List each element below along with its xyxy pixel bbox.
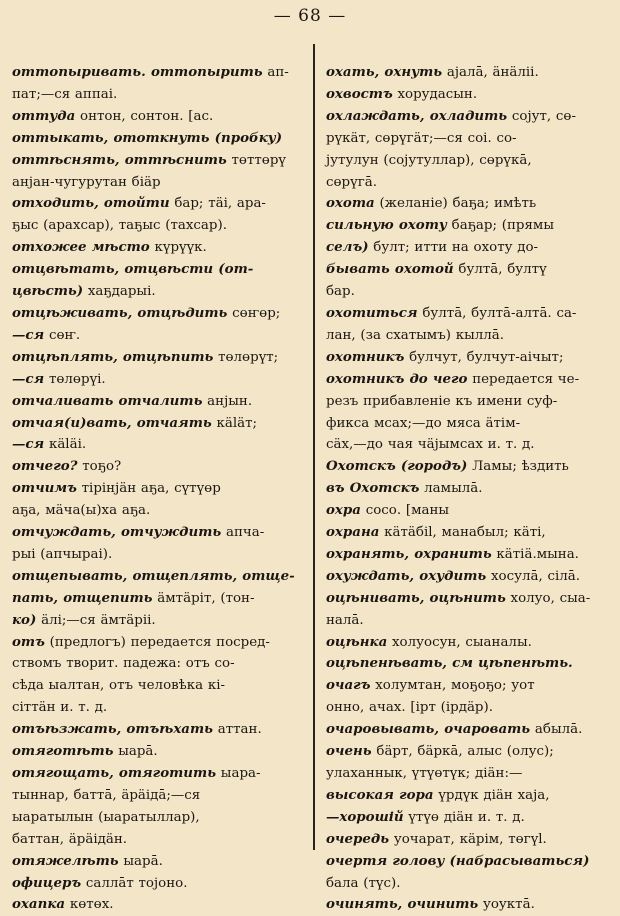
dictionary-line <box>12 281 304 303</box>
left-column <box>12 62 304 916</box>
headword: охлаждать, охладить <box>326 107 508 124</box>
headword: оцѣнка <box>326 633 388 650</box>
dictionary-line <box>326 544 618 566</box>
dictionary-line <box>12 478 304 500</box>
translation: (предлогъ) передается посред- <box>44 634 270 650</box>
dictionary-line <box>326 500 618 522</box>
dictionary-line <box>326 456 618 478</box>
dictionary-line <box>12 522 304 544</box>
translation: саллāт тојоно. <box>81 875 188 891</box>
dictionary-line <box>326 741 618 763</box>
headword: сильную охоту <box>326 217 447 234</box>
dictionary-line <box>12 391 304 413</box>
headword: охапка <box>12 896 66 913</box>
headword: очертя голову (набрасываться) <box>326 852 590 869</box>
translation: сäх,—до чая чäјымсах и. т. д. <box>326 437 535 453</box>
translation: уочарат, кäрім, төгүl. <box>389 831 547 847</box>
dictionary-line <box>326 785 618 807</box>
headword: Охотскъ (городъ) <box>326 458 468 475</box>
dictionary-line <box>326 172 618 194</box>
headword: отяготѣть <box>12 743 114 760</box>
dictionary-line <box>12 894 304 916</box>
dictionary-line <box>12 215 304 237</box>
translation: налā. <box>326 612 364 628</box>
dictionary-line <box>326 281 618 303</box>
translation: сојут, сө- <box>507 108 576 124</box>
headword: отцѣплять, отцѣпить <box>12 348 214 365</box>
headword: очагъ <box>326 677 371 694</box>
translation: күрүүк. <box>149 240 207 256</box>
translation: тірінјäн аҕа, сүтүөр <box>76 481 221 497</box>
right-column <box>326 62 618 916</box>
translation: булт; итти на охоту до- <box>368 240 539 256</box>
translation: төлөрүі. <box>44 371 106 387</box>
translation: сөрүгā. <box>326 174 377 190</box>
dictionary-line <box>326 150 618 172</box>
headword: отцвѣтать, отцвѣсти (от- <box>12 261 254 278</box>
dictionary-line <box>326 522 618 544</box>
dictionary-line <box>12 106 304 128</box>
dictionary-line <box>326 259 618 281</box>
translation: хосулā, сілā. <box>486 568 580 584</box>
headword: оттопыривать. оттопырить <box>12 64 263 80</box>
translation: тыннар, баттā, äрäідā;—ся <box>12 787 201 803</box>
dictionary-line <box>12 566 304 588</box>
translation: холумтан, моҕоҕо; уот <box>370 678 535 694</box>
headword: отъ <box>12 633 45 650</box>
dictionary-line <box>326 369 618 391</box>
dictionary-line <box>326 566 618 588</box>
translation: ыаратылын (ыаратыллар), <box>12 809 200 825</box>
translation: холуосун, сыаналы. <box>387 634 532 650</box>
translation: баҕар; (прямы <box>446 218 554 234</box>
translation: сөҥөр; <box>227 305 281 321</box>
headword: отщепывать, отщеплять, отще- <box>12 567 295 584</box>
translation: үрдүк діäн хаја, <box>433 787 550 803</box>
headword: охрана <box>326 524 380 541</box>
translation: көтөх. <box>65 897 114 913</box>
dictionary-line <box>326 62 618 84</box>
headword: —ся <box>12 326 45 343</box>
dictionary-line <box>326 763 618 785</box>
translation: төттөрү <box>226 152 286 168</box>
dictionary-line <box>12 347 304 369</box>
dictionary-line <box>12 325 304 347</box>
dictionary-line <box>12 829 304 851</box>
translation: аттан. <box>212 722 262 738</box>
headword: пать, отщепить <box>12 589 153 606</box>
dictionary-line <box>326 215 618 237</box>
translation: ајалā, äнäліі. <box>442 65 539 80</box>
translation: кäläт; <box>211 415 258 431</box>
translation: сѣда ыалтан, отъ человѣка кі- <box>12 678 226 694</box>
dictionary-line <box>12 500 304 522</box>
dictionary-line <box>326 193 618 215</box>
headword: очередь <box>326 830 390 847</box>
translation: пат;—ся аппаі. <box>12 86 118 102</box>
dictionary-line <box>326 434 618 456</box>
dictionary-line <box>12 610 304 632</box>
translation: аҕа, мäча(ы)ха аҕа. <box>12 503 151 519</box>
dictionary-line <box>12 259 304 281</box>
translation: сіттäн и. т. д. <box>12 700 108 716</box>
headword: оцѣнивать, оцѣнить <box>326 589 506 606</box>
dictionary-line <box>12 763 304 785</box>
dictionary-line <box>12 413 304 435</box>
translation: ыарā. <box>113 744 158 760</box>
translation: ҕыс (арахсар), таҕыс (тахсар). <box>12 218 227 234</box>
headword: очинять, очинить <box>326 896 479 913</box>
column-divider <box>313 44 315 850</box>
dictionary-line <box>12 785 304 807</box>
dictionary-line <box>326 632 618 654</box>
dictionary-line <box>12 873 304 895</box>
dictionary-line <box>326 84 618 106</box>
headword: селъ) <box>326 239 369 256</box>
headword: отчуждать, отчуждить <box>12 524 222 541</box>
translation: онно, ачах. [ірт (ірдäр). <box>326 700 493 716</box>
headword: высокая гора <box>326 786 434 803</box>
headword: оттѣснять, оттѣснить <box>12 151 227 168</box>
translation: бултā, бултā-алтā. са- <box>417 305 577 321</box>
headword: отяжелѣть <box>12 852 119 869</box>
dictionary-line <box>12 653 304 675</box>
translation: äмтäріт, (тон- <box>152 590 255 606</box>
dictionary-line <box>12 719 304 741</box>
translation: ап- <box>262 65 289 80</box>
translation: уоуктā. <box>478 897 535 913</box>
headword: бывать охотой <box>326 261 454 278</box>
headword: отчего? <box>12 458 78 475</box>
headword: отхожее мѣсто <box>12 239 150 256</box>
headword: въ Охотскъ <box>326 480 420 497</box>
page-number: — 68 — <box>273 6 347 26</box>
translation: бултā, бултү <box>453 262 547 278</box>
translation: рүкäт, сөрүгäт;—ся соі. со- <box>326 130 517 146</box>
translation: лан, (за схатымъ) кыллā. <box>326 327 504 343</box>
translation: бар; тäі, ара- <box>169 196 266 212</box>
dictionary-line <box>326 128 618 150</box>
dictionary-line <box>326 325 618 347</box>
translation: фикса мсах;—до мяса äтім- <box>326 415 521 431</box>
headword: оттыкать, ототкнуть (пробку) <box>12 129 283 146</box>
dictionary-line <box>326 588 618 610</box>
translation: јутулун (сојутуллар), сөрүкā, <box>326 152 532 168</box>
dictionary-line <box>12 150 304 172</box>
translation: рыі (апчыраі). <box>12 546 113 562</box>
translation: хаҕдарыі. <box>83 284 156 300</box>
headword: —ся <box>12 370 45 387</box>
headword: охвостъ <box>326 85 393 102</box>
dictionary-line <box>12 62 304 84</box>
translation: äлі;—ся äмтäріі. <box>36 612 156 628</box>
headword: —ся <box>12 436 45 453</box>
headword: оцѣпенѣвать, см цѣпенѣть. <box>326 655 573 672</box>
dictionary-line <box>12 303 304 325</box>
headword: охотиться <box>326 304 418 321</box>
headword: очень <box>326 743 372 760</box>
dictionary-line <box>326 675 618 697</box>
dictionary-line <box>12 741 304 763</box>
headword: охра <box>326 502 361 519</box>
dictionary-line <box>12 172 304 194</box>
dictionary-line <box>12 369 304 391</box>
translation: бäрт, бäркā, алыс (олус); <box>371 744 554 760</box>
headword: охота <box>326 195 375 212</box>
dictionary-line <box>12 807 304 829</box>
dictionary-line <box>12 84 304 106</box>
headword: отчаливать отчалить <box>12 392 203 409</box>
translation: улаханнык, үтүөтүк; діäн:— <box>326 766 523 781</box>
headword: отчая(и)вать, отчаять <box>12 414 212 431</box>
headword: оттуда <box>12 107 76 124</box>
dictionary-line <box>326 237 618 259</box>
headword: отчимъ <box>12 480 77 497</box>
translation: Ламы; ѣздить <box>467 459 569 475</box>
translation: абылā. <box>530 722 583 738</box>
translation: кäтiä.мына. <box>491 546 579 562</box>
translation: төлөрүт; <box>213 349 279 365</box>
headword: цвѣсть) <box>12 283 84 300</box>
dictionary-line <box>326 829 618 851</box>
headword: отягощать, отяготить <box>12 765 217 781</box>
headword: отъѣзжать, отъѣхать <box>12 721 213 738</box>
dictionary-line <box>326 653 618 675</box>
translation: апча- <box>221 525 265 541</box>
translation: (желаніе) баҕа; имѣть <box>374 196 537 212</box>
headword: охотникъ до чего <box>326 370 468 387</box>
headword: отходить, отойти <box>12 195 170 212</box>
dictionary-line <box>12 237 304 259</box>
dictionary-line <box>12 697 304 719</box>
dictionary-line <box>12 675 304 697</box>
dictionary-line <box>12 588 304 610</box>
dictionary-line <box>326 697 618 719</box>
dictionary-line <box>326 807 618 829</box>
translation: ствомъ творит. падежа: отъ со- <box>12 656 235 672</box>
dictionary-line <box>12 128 304 150</box>
translation: холуо, сыа- <box>505 590 591 606</box>
translation: сөҥ. <box>44 327 81 343</box>
dictionary-line <box>12 456 304 478</box>
translation: передается че- <box>467 371 580 387</box>
translation: онтон, сонтон. [ас. <box>75 108 214 124</box>
translation: кäтäбіl, манабыл; кäті, <box>379 525 546 541</box>
headword: ко) <box>12 611 37 628</box>
headword: охуждать, охудить <box>326 567 487 584</box>
translation: хорудасын. <box>392 86 478 102</box>
dictionary-line <box>12 632 304 654</box>
dictionary-line <box>326 478 618 500</box>
headword: охранять, охранить <box>326 545 492 562</box>
headword: очаровывать, очаровать <box>326 721 531 738</box>
translation: ыарā. <box>118 853 163 869</box>
translation: үтүө діäн и. т. д. <box>403 809 525 825</box>
dictionary-line <box>326 719 618 741</box>
headword: —хорошій <box>326 808 404 825</box>
dictionary-line <box>326 873 618 895</box>
dictionary-line <box>326 106 618 128</box>
translation: анјын. <box>202 393 253 409</box>
headword: охотникъ <box>326 348 405 365</box>
translation: булчут, булчут-аічыт; <box>404 349 564 365</box>
dictionary-line <box>326 413 618 435</box>
dictionary-line <box>12 193 304 215</box>
translation: ламылā. <box>419 481 483 497</box>
dictionary-line <box>326 303 618 325</box>
translation: анјан-чугурутан біäр <box>12 174 161 190</box>
translation: резъ прибавленіе къ имени суф- <box>326 393 558 409</box>
dictionary-line <box>12 544 304 566</box>
dictionary-line <box>326 391 618 413</box>
dictionary-line <box>326 894 618 916</box>
dictionary-line <box>326 851 618 873</box>
translation: тоҕо? <box>77 459 122 475</box>
translation: бар. <box>326 284 355 300</box>
headword: охать, охнуть <box>326 64 443 80</box>
dictionary-line <box>12 851 304 873</box>
headword: офицеръ <box>12 874 82 891</box>
dictionary-line <box>12 434 304 456</box>
translation: сосо. [маны <box>360 503 450 519</box>
dictionary-line <box>326 610 618 632</box>
translation: баттан, äрäідäн. <box>12 831 128 847</box>
dictionary-line <box>326 347 618 369</box>
headword: отцѣживать, отцѣдить <box>12 304 228 321</box>
translation: ыара- <box>216 766 261 781</box>
translation: бала (түс). <box>326 875 401 891</box>
translation: кäläі. <box>44 437 87 453</box>
